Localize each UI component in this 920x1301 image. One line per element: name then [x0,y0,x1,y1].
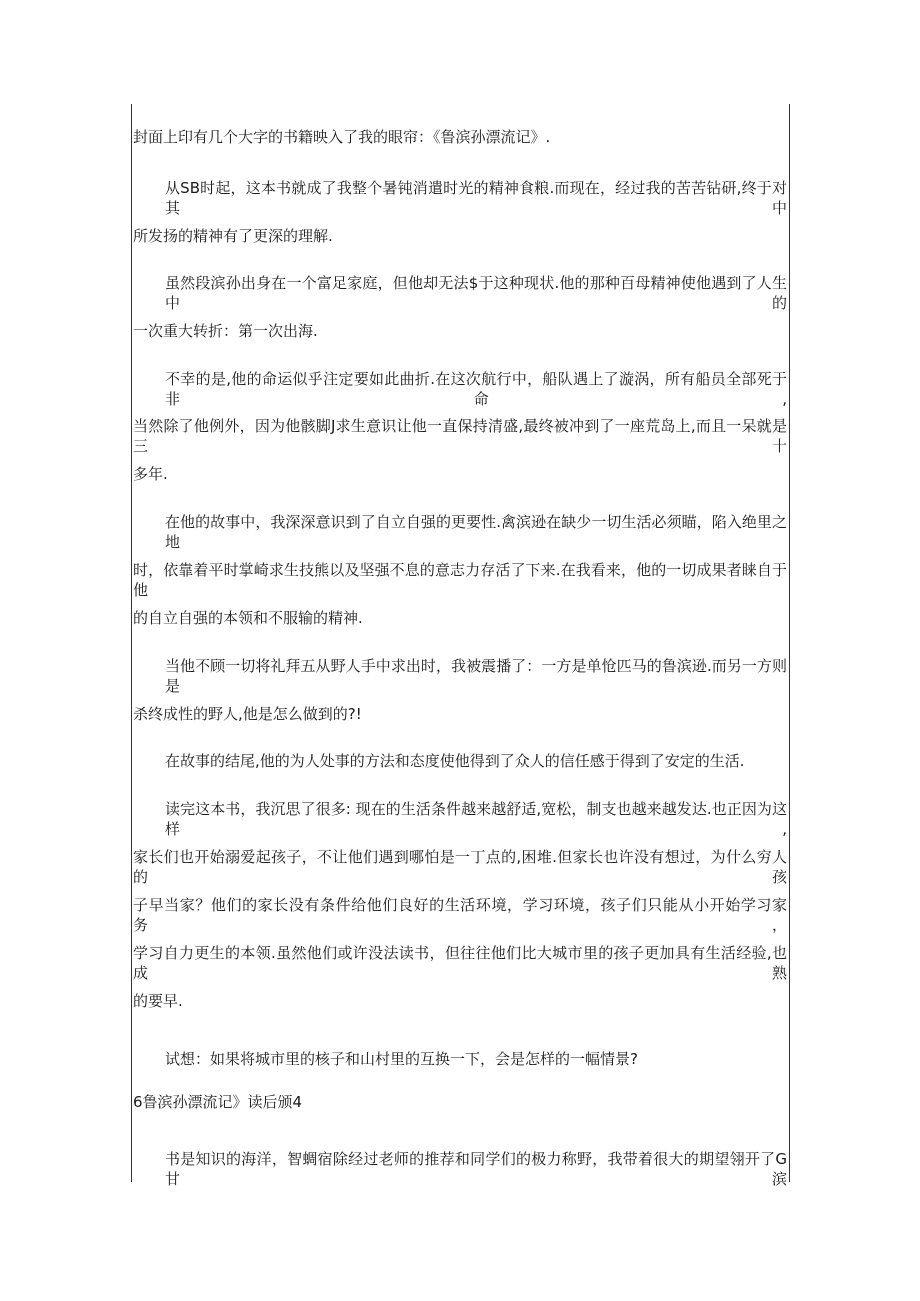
right-margin-rule [789,104,790,1182]
text-line: 在故事的结尾,他的为人处事的方法和态度使他得到了众人的信任感于得到了安定的生活. [165,752,745,770]
text-line: 子早当家？他们的家长没有条件给他们良好的生活环境，学习环境，孩子们只能从小开始学习家务， [133,896,787,934]
text-line: 当然除了他例外，因为他骸脚J求生意识让他一直保持清盛,最终被冲到了一座荒岛上,而且一呆就是三十 [133,417,787,455]
text-line: 时，依靠着平时掌崎求生技熊以及坚强不息的意志力存活了下来.在我看来，他的一切成果者睐自于他 [133,561,787,599]
text-line: 的自立自强的本领和不服输的精神. [133,609,363,627]
text-line: 读完这本书，我沉思了很多: 现在的生活条件越来越舒适,宽松，制支也越来越发达.也正因为这样, [165,800,787,838]
text-line: 书是知识的海洋，智蜩宿除经过老师的推荐和同学们的极力称野，我带着很大的期望翎开了G甘滨 [165,1150,787,1188]
text-line: 封面上印有几个大字的书籍映入了我的眼帘：《鲁滨孙漂流记》. [133,128,551,146]
text-line: 学习自力更生的本领.虽然他们或许没法读书，但往往他们比大城市里的孩子更加具有生活经验,也成熟 [133,944,787,982]
text-line: 家长们也开始溺爱起孩子，不让他们遇到哪怕是一丁点的,困堆.但家长也许没有想过，为什么穷人的孩 [133,848,787,886]
text-line: 一次重大转折：第一次出海. [133,322,318,340]
text-line: 从SB时起，这本书就成了我整个暑钝消遣时光的精神食粮.而现在，经过我的苦苦钻研,终于对其中 [165,179,787,217]
text-line: 试想：如果将城市里的核子和山村里的互换一下，会是怎样的一幅情景? [165,1050,638,1068]
text-line: 当他不顾一切将礼拜五从野人手中求出时，我被震播了：一方是单怆匹马的鲁滨逊.而另一方则是 [165,657,787,695]
text-line: 的要早. [133,992,183,1010]
text-line: 在他的故事中，我深深意识到了自立自强的更要性.禽滨逊在缺少一切生活必须瞄，陷入绝里之地 [165,513,787,551]
text-line: 多年. [133,465,168,483]
text-line: 所发扬的精神有了更深的理解. [133,227,333,245]
left-margin-rule [131,104,132,1182]
text-line: 虽然段滨孙出身在一个富足家庭，但他却无法$于这种现状.他的那种百母精神使他遇到了人生中的 [165,274,787,312]
section-heading: 6鲁滨孙漂流记》读后颁4 [133,1093,303,1111]
text-line: 不幸的是,他的命运似乎注定要如此曲折.在这次航行中，船队遇上了漩涡，所有船员全部死于非命, [165,370,787,408]
text-line: 杀终成性的野人,他是怎么做到的?! [133,705,362,723]
